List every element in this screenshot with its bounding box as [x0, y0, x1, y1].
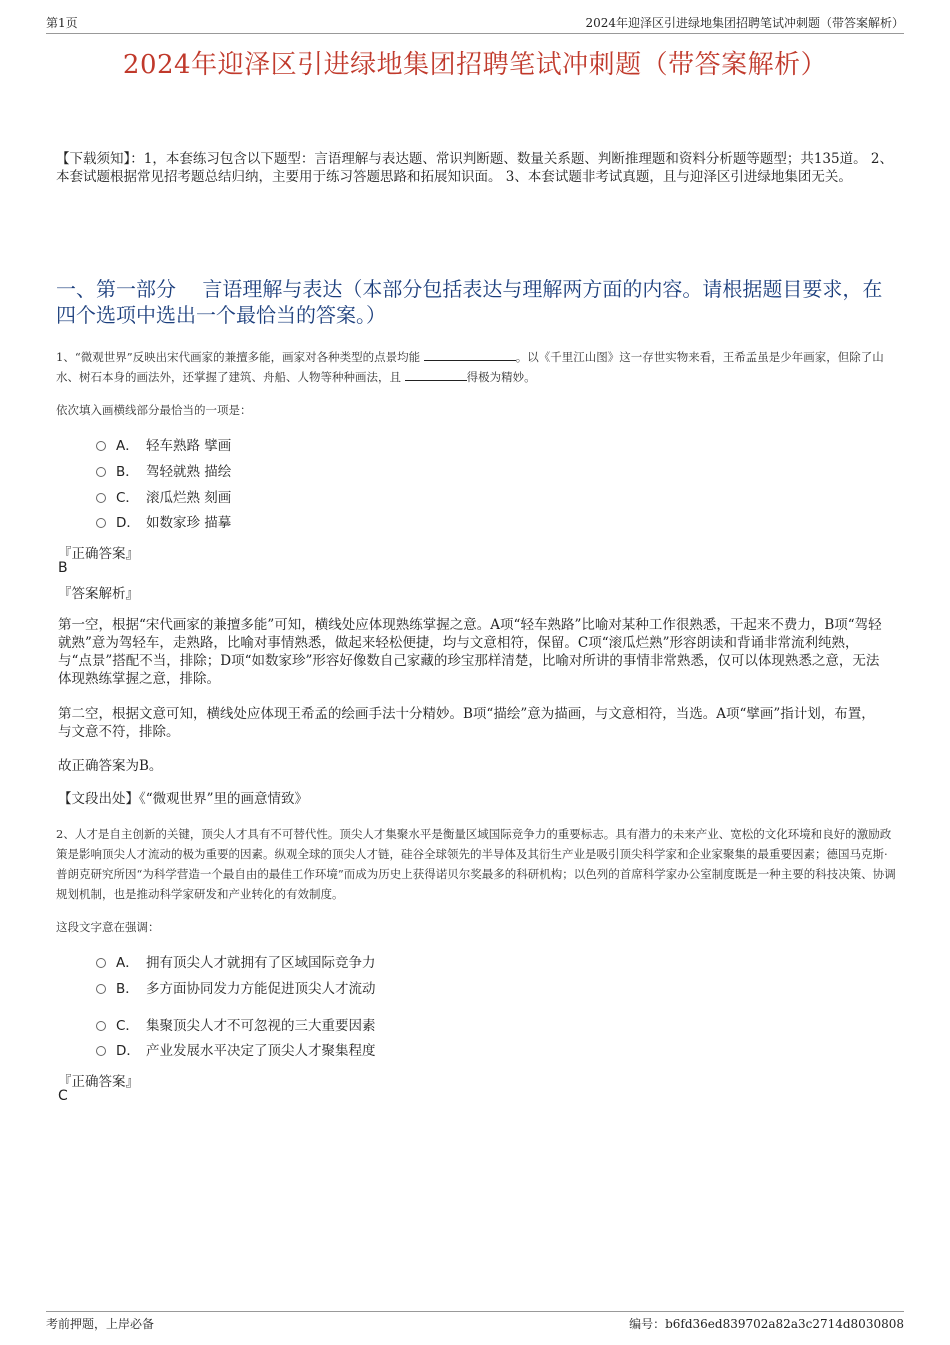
option-text: 产业发展水平决定了顶尖人才聚集程度	[146, 1043, 376, 1059]
q2-option-b[interactable]	[96, 980, 376, 998]
footer-rule	[46, 1311, 904, 1312]
question-1-prompt: 依次填入画横线部分最恰当的一项是：	[56, 403, 252, 417]
radio-icon[interactable]	[96, 958, 106, 968]
q2-option-a[interactable]	[96, 954, 376, 972]
option-text: 集聚顶尖人才不可忽视的三大重要因素	[146, 1018, 376, 1034]
option-letter: A．	[116, 438, 139, 454]
option-text: 轻车熟路 擘画	[146, 438, 232, 454]
q1-option-a[interactable]	[96, 437, 231, 455]
q1-option-d[interactable]	[96, 514, 231, 532]
question-2-text: 2、人才是自主创新的关键，顶尖人才具有不可替代性。顶尖人才集聚水平是衡量区域国际竞争力的重要标志。具有潜力的未来产业、宽松的文化环境和良好的激励政策是影响顶尖人才流动的极为重要的因素。纵观全球的顶尖人才链，硅谷全球领先的半导体及其衍生产业是吸引顶尖科学家和企业家聚集的最重要因素；德国马克斯·普朗克研究所因“为科学营造一个最自由的最佳工作环境”而成为历史上获得诺贝尔奖最多的科研机构；以色列的首席科学家办公室制度既是一种主要的科技决策、协调规划机制，也是推动科学家研发和产业转化的有效制度。	[56, 827, 896, 901]
question-1-text-c: 得极为精妙。	[466, 370, 536, 384]
radio-icon[interactable]	[96, 518, 106, 528]
q2-answer-label: 『正确答案』	[58, 1074, 139, 1090]
option-text: 如数家珍 描摹	[146, 515, 232, 531]
radio-icon[interactable]	[96, 441, 106, 451]
option-letter: B．	[116, 464, 139, 480]
option-letter: A．	[116, 955, 139, 971]
q1-answer-label: 『正确答案』	[58, 546, 139, 562]
radio-icon[interactable]	[96, 1046, 106, 1056]
radio-icon[interactable]	[96, 493, 106, 503]
page-number: 第1页	[46, 16, 78, 30]
q2-option-d[interactable]	[96, 1042, 376, 1060]
radio-icon[interactable]	[96, 467, 106, 477]
option-text: 多方面协同发力方能促进顶尖人才流动	[146, 981, 376, 997]
q1-analysis-label: 『答案解析』	[58, 586, 139, 602]
option-letter: D．	[116, 1043, 140, 1059]
blank-1	[424, 348, 516, 361]
blank-2	[405, 368, 467, 381]
question-1-text	[56, 347, 898, 387]
document-title: 2024年迎泽区引进绿地集团招聘笔试冲刺题（带答案解析）	[122, 50, 828, 80]
footer-slogan: 考前押题，上岸必备	[46, 1317, 155, 1331]
q2-answer: C	[58, 1088, 68, 1104]
q1-option-c[interactable]	[96, 489, 231, 507]
question-2-prompt: 这段文字意在强调：	[56, 920, 160, 934]
q1-option-b[interactable]	[96, 463, 231, 481]
q1-source: 【文段出处】《“微观世界”里的画意情致》	[58, 791, 309, 807]
q2-option-c[interactable]	[96, 1017, 376, 1035]
option-letter: C．	[116, 1018, 139, 1034]
question-1-text-a: 1、“微观世界”反映出宋代画家的兼擅多能，画家对各种类型的点景均能	[56, 350, 424, 364]
footer-doc-id: 编号：b6fd36ed839702a82a3c2714d8030808	[629, 1317, 904, 1331]
header-rule	[46, 33, 904, 34]
q1-answer: B	[58, 560, 68, 576]
option-letter: C．	[116, 490, 139, 506]
question-1-text-b: 。以《千里江山图》这一存世实物来看，王希孟虽是少年画家，但除了山水、树石本身的画法外，还掌握了建筑、舟船、人物等种种画法，且	[56, 350, 884, 384]
radio-icon[interactable]	[96, 1021, 106, 1031]
header-doc-title: 2024年迎泽区引进绿地集团招聘笔试冲刺题（带答案解析）	[585, 16, 904, 30]
q1-conclusion: 故正确答案为B。	[58, 758, 163, 774]
option-text: 拥有顶尖人才就拥有了区域国际竞争力	[146, 955, 376, 971]
option-letter: B．	[116, 981, 139, 997]
option-text: 滚瓜烂熟 刻画	[146, 490, 232, 506]
section-heading: 一、第一部分 言语理解与表达（本部分包括表达与理解两方面的内容。请根据题目要求，在四个选项中选出一个最恰当的答案。）	[56, 277, 883, 327]
option-letter: D．	[116, 515, 140, 531]
download-notice: 【下载须知】：1，本套练习包含以下题型：言语理解与表达题、常识判断题、数量关系题、判断推理题和资料分析题等题型；共135道。 2、本套试题根据常见招考题总结归纳，主要用于练习答题思路和拓展知识面。 3、本套试题非考试真题，且与迎泽区引进绿地集团无关。	[56, 151, 893, 185]
option-text: 驾轻就熟 描绘	[146, 464, 232, 480]
radio-icon[interactable]	[96, 984, 106, 994]
q1-analysis-1: 第一空，根据“宋代画家的兼擅多能”可知，横线处应体现熟练掌握之意。A项“轻车熟路”比喻对某种工作很熟悉，干起来不费力，B项“驾轻就熟”意为驾轻车，走熟路，比喻对事情熟悉，做起来轻松便捷，均与文意相符，保留。C项“滚瓜烂熟”形容朗读和背诵非常流利纯熟，与“点景”搭配不当，排除；D项“如数家珍”形容好像数自己家藏的珍宝那样清楚，比喻对所讲的事情非常熟悉，仅可以体现熟悉之意，无法体现熟练掌握之意，排除。	[58, 617, 882, 687]
q1-analysis-2: 第二空，根据文意可知，横线处应体现王希孟的绘画手法十分精妙。B项“描绘”意为描画，与文意相符，当选。A项“擘画”指计划，布置，与文意不符，排除。	[58, 706, 875, 740]
